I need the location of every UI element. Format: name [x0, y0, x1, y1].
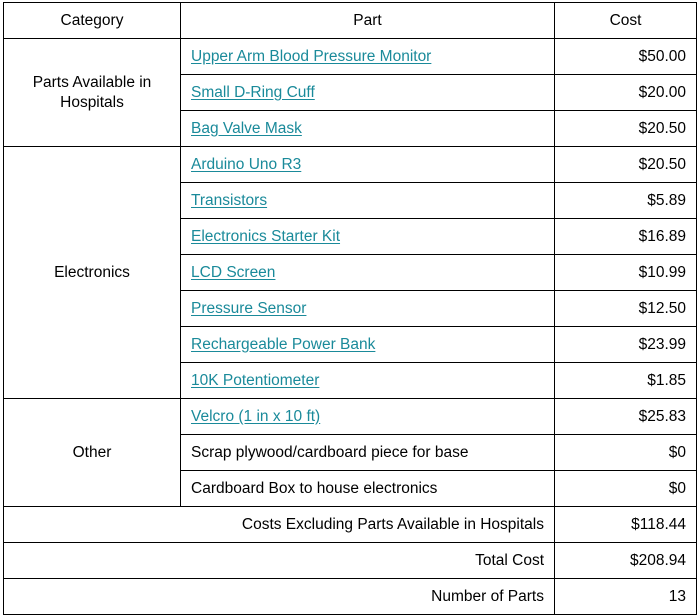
- cost-cell: $1.85: [555, 363, 697, 399]
- cost-cell: $25.83: [555, 399, 697, 435]
- cost-cell: $16.89: [555, 219, 697, 255]
- part-link[interactable]: 10K Potentiometer: [191, 371, 320, 389]
- table-header: [4, 3, 697, 39]
- cost-cell: $50.00: [555, 39, 697, 75]
- part-cell: [181, 219, 555, 255]
- part-cell: [181, 75, 555, 111]
- part-link[interactable]: Arduino Uno R3: [191, 155, 302, 173]
- table-row: [4, 399, 697, 435]
- part-cell: [181, 39, 555, 75]
- cost-cell: $0: [555, 435, 697, 471]
- part-link[interactable]: Transistors: [191, 191, 268, 209]
- part-link[interactable]: Velcro (1 in x 10 ft): [191, 407, 321, 425]
- cost-cell: $20.00: [555, 75, 697, 111]
- part-label: Scrap plywood/cardboard piece for base: [191, 443, 469, 461]
- table-row: [4, 147, 697, 183]
- summary-value: $208.94: [555, 543, 697, 579]
- cost-cell: $12.50: [555, 291, 697, 327]
- part-link[interactable]: Pressure Sensor: [191, 299, 307, 317]
- part-link[interactable]: Bag Valve Mask: [191, 119, 302, 137]
- part-cell: [181, 363, 555, 399]
- part-cell: [181, 471, 555, 507]
- part-link[interactable]: Rechargeable Power Bank: [191, 335, 376, 353]
- cost-cell: $20.50: [555, 147, 697, 183]
- cost-cell: $20.50: [555, 111, 697, 147]
- cost-cell: $0: [555, 471, 697, 507]
- column-header-part: Part: [181, 3, 555, 39]
- table-body: [4, 39, 697, 615]
- part-cell: [181, 435, 555, 471]
- cost-cell: $23.99: [555, 327, 697, 363]
- part-link[interactable]: Small D-Ring Cuff: [191, 83, 315, 101]
- category-cell-hospitals: Parts Available in Hospitals: [4, 39, 181, 147]
- column-header-cost: Cost: [555, 3, 697, 39]
- summary-label: Total Cost: [4, 543, 555, 579]
- part-cell: [181, 255, 555, 291]
- summary-row-total-cost: [4, 543, 697, 579]
- part-link[interactable]: LCD Screen: [191, 263, 276, 281]
- part-cell: [181, 327, 555, 363]
- part-cell: [181, 399, 555, 435]
- cost-cell: $5.89: [555, 183, 697, 219]
- summary-label: Costs Excluding Parts Available in Hospitals: [4, 507, 555, 543]
- parts-cost-sheet: [0, 2, 700, 605]
- summary-value: 13: [555, 579, 697, 615]
- header-row: [4, 3, 697, 39]
- summary-row-costs-excluding: [4, 507, 697, 543]
- part-cell: [181, 147, 555, 183]
- column-header-category: Category: [4, 3, 181, 39]
- category-cell-other: Other: [4, 399, 181, 507]
- part-cell: [181, 111, 555, 147]
- part-cell: [181, 183, 555, 219]
- cost-cell: $10.99: [555, 255, 697, 291]
- category-cell-electronics: Electronics: [4, 147, 181, 399]
- part-label: Cardboard Box to house electronics: [191, 479, 438, 497]
- summary-label: Number of Parts: [4, 579, 555, 615]
- part-cell: [181, 291, 555, 327]
- summary-value: $118.44: [555, 507, 697, 543]
- part-link[interactable]: Upper Arm Blood Pressure Monitor: [191, 47, 432, 65]
- part-link[interactable]: Electronics Starter Kit: [191, 227, 341, 245]
- parts-cost-table: [3, 2, 697, 615]
- table-row: [4, 39, 697, 75]
